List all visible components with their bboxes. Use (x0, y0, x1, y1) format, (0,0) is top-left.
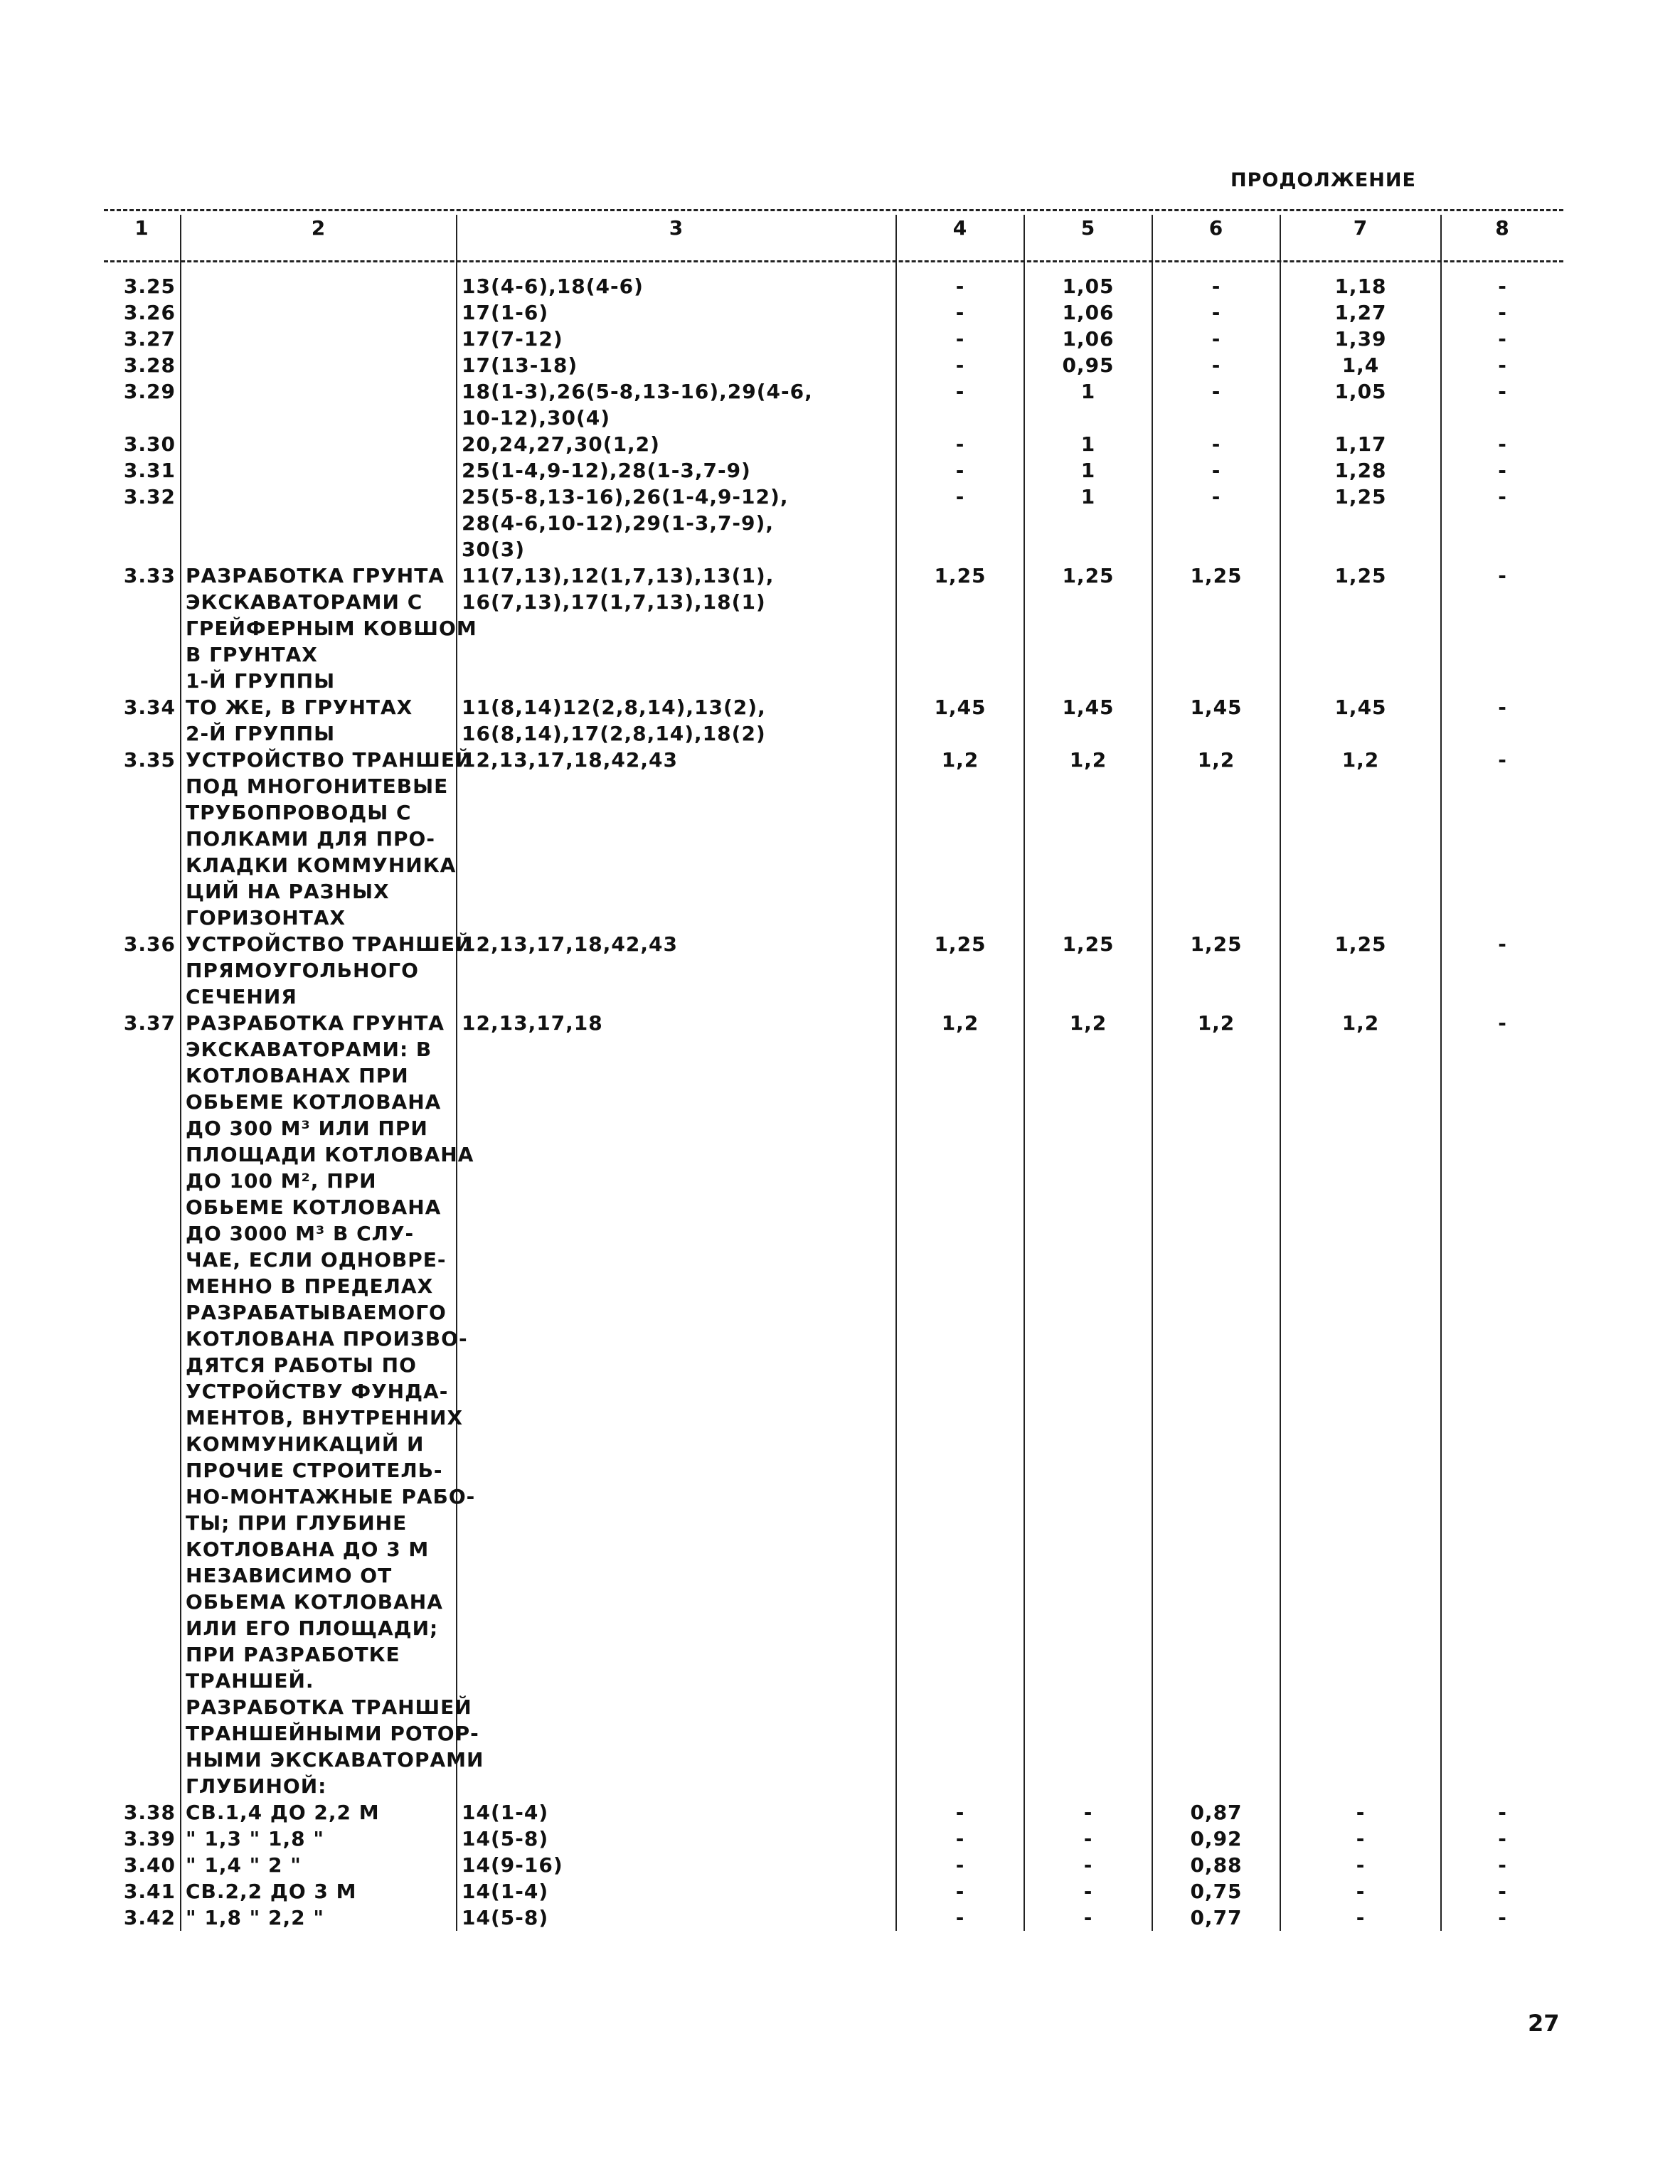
coefficient-c7: 1,4 (1280, 352, 1441, 378)
desc-line: В ГРУНТАХ (186, 643, 318, 666)
work-description (181, 1826, 457, 1852)
coefficient-c4: - (896, 1852, 1024, 1878)
table-row (104, 1826, 1563, 1852)
desc-line: СВ.1,4 ДО 2,2 М (186, 1801, 380, 1824)
desc-line: ПОД МНОГОНИТЕВЫЕ (186, 774, 449, 798)
desc-line: КЛАДКИ КОММУНИКА (186, 853, 457, 877)
desc-line: ПРОЧИЕ СТРОИТЕЛЬ- (186, 1459, 443, 1482)
coefficient-c8: - (1498, 1906, 1507, 1929)
table-references (457, 1905, 896, 1931)
desc-line: РАЗРАБОТКА ГРУНТА (186, 564, 445, 587)
refs-line: 12,13,17,18,42,43 (462, 748, 678, 772)
coefficient-c4: 1,25 (896, 931, 1024, 1010)
table-references (457, 694, 896, 747)
coefficient-c8: - (1498, 696, 1507, 719)
desc-line: РАЗРАБАТЫВАЕМОГО (186, 1301, 447, 1324)
table-row (104, 273, 1563, 299)
coefficient-c6: - (1152, 326, 1280, 352)
coefficient-c4: - (896, 1878, 1024, 1905)
coefficient-c8: - (1498, 748, 1507, 772)
coefficient-c8: - (1498, 353, 1507, 377)
desc-line: НЕЗАВИСИМО ОТ (186, 1564, 393, 1587)
coefficient-c7: 1,45 (1280, 694, 1441, 747)
coefficient-c7: - (1280, 1905, 1441, 1931)
work-description (181, 1799, 457, 1826)
desc-line: 2-Й ГРУППЫ (186, 722, 336, 745)
desc-line: ПЛОЩАДИ КОТЛОВАНА (186, 1143, 474, 1166)
desc-line: КОТЛОВАНА ДО 3 М (186, 1538, 430, 1561)
coefficient-c5: - (1024, 1826, 1152, 1852)
work-description (181, 326, 457, 352)
coefficient-c4: - (896, 378, 1024, 431)
desc-line: УСТРОЙСТВО ТРАНШЕЙ (186, 748, 473, 772)
coefficient-c8: - (1498, 432, 1507, 456)
coefficient-c5: - (1024, 1905, 1152, 1931)
desc-line: ТРУБОПРОВОДЫ С (186, 801, 412, 824)
refs-line: 11(7,13),12(1,7,13),13(1), (462, 564, 775, 587)
coefficient-c8: - (1498, 275, 1507, 298)
work-description (181, 1852, 457, 1878)
coefficient-c4: - (896, 326, 1024, 352)
coefficient-c4: - (896, 273, 1024, 299)
coefficient-c7: 1,27 (1280, 299, 1441, 326)
row-number: 3.41 (104, 1878, 181, 1905)
coefficient-c8: - (1498, 327, 1507, 351)
column-header: 7 (1280, 215, 1441, 255)
desc-line: МЕНТОВ, ВНУТРЕННИХ (186, 1406, 464, 1429)
desc-line: НЫМИ ЭКСКАВАТОРАМИ (186, 1748, 484, 1772)
table-row (104, 457, 1563, 484)
coefficient-c6: - (1152, 299, 1280, 326)
row-number: 3.30 (104, 431, 181, 457)
work-description (181, 563, 477, 694)
coefficient-c8: - (1498, 380, 1507, 403)
work-description (181, 484, 457, 563)
desc-line: УСТРОЙСТВУ ФУНДА- (186, 1380, 449, 1403)
work-description (181, 931, 473, 1010)
column-header: 2 (181, 215, 457, 255)
table-references (457, 326, 896, 352)
coefficient-c5: 1,45 (1024, 694, 1152, 747)
coefficient-c4: - (896, 299, 1024, 326)
coefficient-c7: 1,25 (1280, 484, 1441, 563)
row-number: 3.40 (104, 1852, 181, 1878)
table-references (457, 457, 896, 484)
column-header: 4 (896, 215, 1024, 255)
desc-line: ОБЬЕМЕ КОТЛОВАНА (186, 1090, 442, 1114)
desc-line: ЦИЙ НА РАЗНЫХ (186, 880, 390, 903)
coefficient-c6: - (1152, 431, 1280, 457)
coefficient-c7: - (1280, 1826, 1441, 1852)
refs-line: 10-12),30(4) (462, 406, 611, 430)
header-row (104, 215, 1563, 255)
desc-line: ПРЯМОУГОЛЬНОГО (186, 959, 419, 982)
table-row (104, 326, 1563, 352)
row-number: 3.25 (104, 273, 181, 299)
table-row (104, 299, 1563, 326)
refs-line: 12,13,17,18,42,43 (462, 932, 678, 956)
coefficient-c6: 0,87 (1152, 1799, 1280, 1826)
table-references (457, 1878, 896, 1905)
coefficient-c8: - (1498, 485, 1507, 508)
desc-line: ТЫ; ПРИ ГЛУБИНЕ (186, 1511, 408, 1535)
row-number: 3.34 (104, 694, 181, 747)
table-references (457, 273, 896, 299)
work-description (181, 299, 457, 326)
coefficient-c4: - (896, 1799, 1024, 1826)
table-references (457, 1852, 896, 1878)
refs-line: 11(8,14)12(2,8,14),13(2), (462, 696, 766, 719)
desc-line: ЭКСКАВАТОРАМИ С (186, 590, 423, 614)
table-row (104, 1010, 1563, 1799)
coefficient-c5: 1 (1024, 378, 1152, 431)
desc-line: ОБЬЕМА КОТЛОВАНА (186, 1590, 443, 1614)
coefficient-c5: 1 (1024, 484, 1152, 563)
refs-line: 16(8,14),17(2,8,14),18(2) (462, 722, 766, 745)
row-number: 3.32 (104, 484, 181, 563)
coefficient-c7: 1,25 (1280, 931, 1441, 1010)
coefficient-c5: 1,06 (1024, 299, 1152, 326)
coefficient-c4: - (896, 431, 1024, 457)
refs-line: 30(3) (462, 538, 526, 561)
desc-line: 1-Й ГРУППЫ (186, 669, 336, 693)
coefficient-c6: 0,88 (1152, 1852, 1280, 1878)
table-row (104, 694, 1563, 747)
work-description (181, 273, 457, 299)
coefficient-c7: - (1280, 1878, 1441, 1905)
refs-line: 14(5-8) (462, 1827, 549, 1850)
desc-line: МЕННО В ПРЕДЕЛАХ (186, 1274, 434, 1298)
desc-line: СВ.2,2 ДО 3 М (186, 1880, 357, 1903)
refs-line: 28(4-6,10-12),29(1-3,7-9), (462, 511, 774, 535)
table-row (104, 1852, 1563, 1878)
desc-line: РАЗРАБОТКА ТРАНШЕЙ (186, 1695, 472, 1719)
table-references (457, 1010, 896, 1799)
row-number: 3.37 (104, 1010, 181, 1799)
row-number: 3.39 (104, 1826, 181, 1852)
coefficient-c8: - (1498, 1853, 1507, 1877)
table-row (104, 352, 1563, 378)
row-number: 3.38 (104, 1799, 181, 1826)
coefficient-c6: 1,2 (1152, 1010, 1280, 1799)
coefficient-c6: - (1152, 484, 1280, 563)
coefficient-c4: 1,25 (896, 563, 1024, 694)
column-header: 6 (1152, 215, 1280, 255)
coefficient-c4: - (896, 1826, 1024, 1852)
coefficient-c7: 1,39 (1280, 326, 1441, 352)
page-number: 27 (1528, 2010, 1560, 2037)
desc-line: ГОРИЗОНТАХ (186, 906, 346, 929)
column-header: 1 (104, 215, 181, 255)
coefficient-c6: - (1152, 352, 1280, 378)
row-number: 3.33 (104, 563, 181, 694)
table-references (457, 1799, 896, 1826)
desc-line: ДО 300 М³ ИЛИ ПРИ (186, 1117, 428, 1140)
coefficient-c8: - (1498, 459, 1507, 482)
refs-line: 12,13,17,18 (462, 1011, 603, 1035)
row-number: 3.26 (104, 299, 181, 326)
work-description (181, 1010, 484, 1799)
desc-line: ПОЛКАМИ ДЛЯ ПРО- (186, 827, 435, 851)
coefficient-c4: - (896, 457, 1024, 484)
desc-line: КОТЛОВАНАХ ПРИ (186, 1064, 409, 1087)
desc-line: СЕЧЕНИЯ (186, 985, 297, 1008)
table-references (457, 352, 896, 378)
row-number: 3.31 (104, 457, 181, 484)
coefficient-c5: 1,2 (1024, 747, 1152, 931)
column-header: 3 (457, 215, 896, 255)
desc-line: ПРИ РАЗРАБОТКЕ (186, 1643, 400, 1666)
desc-line: ЧАЕ, ЕСЛИ ОДНОВРЕ- (186, 1248, 447, 1272)
coefficient-c7: 1,05 (1280, 378, 1441, 431)
desc-line: ОБЬЕМЕ КОТЛОВАНА (186, 1195, 442, 1219)
coefficient-c4: - (896, 484, 1024, 563)
table-references (457, 299, 896, 326)
desc-line: ГРЕЙФЕРНЫМ КОВШОМ (186, 617, 477, 640)
coefficient-c5: - (1024, 1799, 1152, 1826)
table-references (457, 378, 896, 431)
refs-line: 25(5-8,13-16),26(1-4,9-12), (462, 485, 789, 508)
refs-line: 14(1-4) (462, 1880, 549, 1903)
coefficient-c8: - (1498, 1011, 1507, 1035)
work-description (181, 457, 457, 484)
coefficient-c5: - (1024, 1878, 1152, 1905)
coefficient-c4: 1,2 (896, 747, 1024, 931)
refs-line: 17(13-18) (462, 353, 578, 377)
refs-line: 16(7,13),17(1,7,13),18(1) (462, 590, 766, 614)
refs-line: 20,24,27,30(1,2) (462, 432, 660, 456)
table-row (104, 431, 1563, 457)
coefficient-c8: - (1498, 301, 1507, 324)
coefficient-c5: - (1024, 1852, 1152, 1878)
row-number: 3.27 (104, 326, 181, 352)
table-references (457, 747, 896, 931)
desc-line: ДЯТСЯ РАБОТЫ ПО (186, 1353, 417, 1377)
table-row (104, 931, 1563, 1010)
coefficient-c5: 0,95 (1024, 352, 1152, 378)
coefficient-c6: 1,25 (1152, 931, 1280, 1010)
desc-line: КОТЛОВАНА ПРОИЗВО- (186, 1327, 468, 1351)
coefficient-c6: - (1152, 378, 1280, 431)
desc-line: ИЛИ ЕГО ПЛОЩАДИ; (186, 1616, 439, 1640)
coefficient-c8: - (1498, 1827, 1507, 1850)
table-row (104, 1799, 1563, 1826)
coefficient-c6: - (1152, 273, 1280, 299)
refs-line: 18(1-3),26(5-8,13-16),29(4-6, (462, 380, 813, 403)
desc-line: РАЗРАБОТКА ГРУНТА (186, 1011, 445, 1035)
column-header: 5 (1024, 215, 1152, 255)
desc-line: ТРАНШЕЙНЫМИ РОТОР- (186, 1722, 479, 1745)
work-description (181, 1878, 457, 1905)
work-description (181, 431, 457, 457)
work-description (181, 694, 457, 747)
coefficient-c6: 1,45 (1152, 694, 1280, 747)
table-references (457, 563, 896, 694)
refs-line: 25(1-4,9-12),28(1-3,7-9) (462, 459, 751, 482)
desc-line: " 1,3 " 1,8 " (186, 1827, 324, 1850)
desc-line: ДО 3000 М³ В СЛУ- (186, 1222, 415, 1245)
row-number: 3.35 (104, 747, 181, 931)
coefficient-c4: 1,45 (896, 694, 1024, 747)
coefficient-c7: - (1280, 1799, 1441, 1826)
coefficient-c5: 1,25 (1024, 563, 1152, 694)
table-row (104, 378, 1563, 431)
column-header: 8 (1495, 216, 1510, 240)
coefficient-c7: 1,17 (1280, 431, 1441, 457)
row-number: 3.36 (104, 931, 181, 1010)
table-row (104, 1878, 1563, 1905)
coefficient-c7: 1,28 (1280, 457, 1441, 484)
desc-line: ДО 100 М², ПРИ (186, 1169, 377, 1193)
desc-line: ЭКСКАВАТОРАМИ: В (186, 1038, 432, 1061)
table-references (457, 931, 896, 1010)
work-description (181, 1905, 457, 1931)
table-row (104, 563, 1563, 694)
desc-line: КОММУНИКАЦИЙ И (186, 1432, 425, 1456)
row-number: 3.42 (104, 1905, 181, 1931)
desc-line: ТРАНШЕЙ. (186, 1669, 314, 1693)
coefficient-c5: 1 (1024, 457, 1152, 484)
coefficient-c6: 1,25 (1152, 563, 1280, 694)
coefficient-c7: 1,2 (1280, 1010, 1441, 1799)
coefficient-c5: 1,25 (1024, 931, 1152, 1010)
row-number: 3.28 (104, 352, 181, 378)
coefficient-c5: 1,2 (1024, 1010, 1152, 1799)
work-description (181, 747, 473, 931)
table-body (104, 273, 1563, 1931)
coefficient-c8: - (1498, 564, 1507, 587)
desc-line: " 1,8 " 2,2 " (186, 1906, 324, 1929)
coefficient-c4: 1,2 (896, 1010, 1024, 1799)
refs-line: 17(7-12) (462, 327, 563, 351)
coefficient-c5: 1,05 (1024, 273, 1152, 299)
coefficient-c8: - (1498, 1801, 1507, 1824)
coefficient-c4: - (896, 352, 1024, 378)
refs-line: 14(5-8) (462, 1906, 549, 1929)
work-description (181, 378, 457, 431)
coefficient-c5: 1 (1024, 431, 1152, 457)
desc-line: ТО ЖЕ, В ГРУНТАХ (186, 696, 413, 719)
desc-line: УСТРОЙСТВО ТРАНШЕЙ (186, 932, 473, 956)
coefficient-c5: 1,06 (1024, 326, 1152, 352)
desc-line: " 1,4 " 2 " (186, 1853, 302, 1877)
coefficient-c8: - (1498, 932, 1507, 956)
coefficient-c6: 1,2 (1152, 747, 1280, 931)
table-references (457, 431, 896, 457)
coefficient-c7: 1,2 (1280, 747, 1441, 931)
desc-line: НО-МОНТАЖНЫЕ РАБО- (186, 1485, 476, 1508)
table-references (457, 484, 896, 563)
refs-line: 13(4-6),18(4-6) (462, 275, 644, 298)
coefficient-c4: - (896, 1905, 1024, 1931)
coefficients-table (104, 215, 1563, 1931)
table-row (104, 1905, 1563, 1931)
continued-label: ПРОДОЛЖЕНИЕ (1230, 169, 1416, 191)
header-rule-top (104, 209, 1563, 211)
desc-line: ГЛУБИНОЙ: (186, 1774, 327, 1798)
refs-line: 17(1-6) (462, 301, 549, 324)
coefficient-c7: 1,18 (1280, 273, 1441, 299)
refs-line: 14(1-4) (462, 1801, 549, 1824)
row-number: 3.29 (104, 378, 181, 431)
coefficient-c6: - (1152, 457, 1280, 484)
coefficient-c8: - (1498, 1880, 1507, 1903)
coefficient-c7: 1,25 (1280, 563, 1441, 694)
work-description (181, 352, 457, 378)
table-row (104, 484, 1563, 563)
table-row (104, 747, 1563, 931)
table-references (457, 1826, 896, 1852)
coefficient-c6: 0,92 (1152, 1826, 1280, 1852)
coefficient-c7: - (1280, 1852, 1441, 1878)
refs-line: 14(9-16) (462, 1853, 563, 1877)
coefficient-c6: 0,77 (1152, 1905, 1280, 1931)
coefficient-c6: 0,75 (1152, 1878, 1280, 1905)
